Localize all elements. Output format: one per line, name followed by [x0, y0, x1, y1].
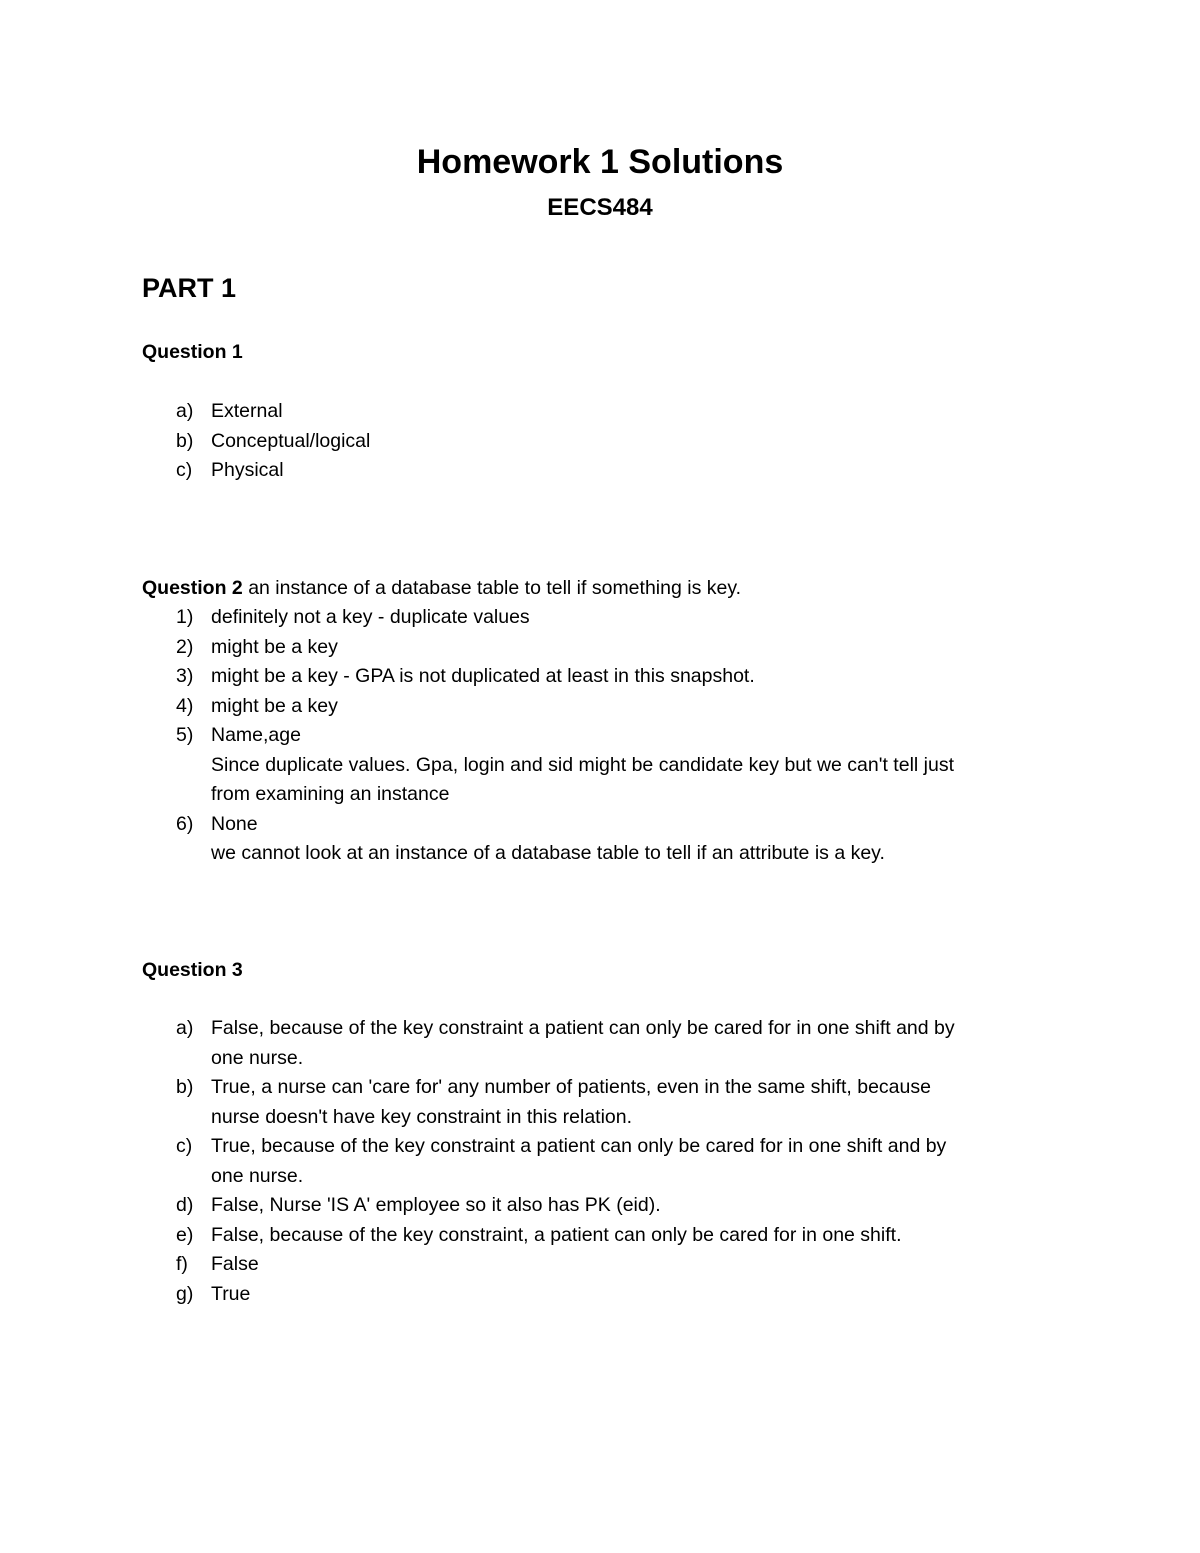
question-3-heading: [142, 956, 243, 984]
question-1-answers: [0, 397, 1200, 486]
list-item: [0, 1132, 1200, 1191]
list-marker: a): [176, 400, 194, 422]
list-item: [0, 662, 1200, 692]
answer-note: we cannot look at an instance of a database table to tell if an attribute is a key.: [211, 842, 885, 864]
answer-text: might be a key: [211, 694, 338, 717]
answer-text: External: [211, 400, 283, 422]
answer-text: False, because of the key constraint, a patient can only be cared for in one shift.: [211, 1223, 902, 1246]
answer-text: False, because of the key constraint a patient can only be cared for in one shift and by: [211, 1017, 955, 1039]
list-item: [0, 456, 1200, 486]
answer-text: definitely not a key - duplicate values: [211, 606, 530, 628]
part-heading: PART 1: [142, 273, 237, 303]
list-item: [0, 1014, 1200, 1073]
answer-text: None: [211, 812, 258, 835]
list-item: [0, 603, 1200, 633]
list-item: [0, 721, 1200, 810]
question-2-label: Question 2: [142, 577, 243, 599]
question-3-label: Question 3: [142, 959, 243, 981]
list-marker: b): [176, 1076, 194, 1098]
list-marker: c): [176, 459, 193, 481]
answer-text: True, because of the key constraint a patient can only be cared for in one shift and by: [211, 1135, 947, 1157]
answer-note: from examining an instance: [211, 783, 450, 805]
list-item: [0, 1073, 1200, 1132]
question-1-heading: [142, 338, 243, 366]
list-marker: b): [176, 429, 194, 452]
answer-text: might be a key - GPA is not duplicated at least in this snapshot.: [211, 665, 755, 687]
document-title: Homework 1 Solutions: [416, 143, 784, 181]
answer-text: False: [211, 1253, 259, 1275]
answer-note: Since duplicate values. Gpa, login and sid might be candidate key but we can't tell just: [211, 753, 954, 776]
list-marker: 1): [176, 606, 194, 628]
list-item: [0, 692, 1200, 722]
list-item: [0, 1250, 1200, 1280]
document-subtitle: EECS484: [547, 194, 653, 221]
question-3-answers: [0, 1014, 1200, 1309]
list-item: [0, 633, 1200, 663]
answer-text: nurse doesn't have key constraint in this relation.: [211, 1105, 633, 1128]
list-marker: c): [176, 1135, 193, 1157]
question-2-intro: an instance of a database table to tell if something is key.: [242, 577, 742, 599]
list-marker: e): [176, 1223, 194, 1246]
answer-text: False, Nurse 'IS A' employee so it also has PK (eid).: [211, 1194, 661, 1216]
answer-text: Conceptual/logical: [211, 429, 371, 452]
answer-text: True, a nurse can 'care for' any number of patients, even in the same shift, because: [211, 1076, 931, 1098]
answer-text: Name,age: [211, 724, 301, 746]
list-item: [0, 397, 1200, 427]
question-2-heading: [142, 574, 741, 602]
list-marker: 2): [176, 635, 194, 658]
list-marker: a): [176, 1017, 194, 1039]
list-marker: d): [176, 1194, 194, 1216]
question-2-answers: [0, 603, 1200, 869]
list-item: [0, 427, 1200, 457]
list-marker: 3): [176, 665, 194, 687]
list-marker: 5): [176, 724, 194, 746]
list-item: [0, 1221, 1200, 1251]
question-1-label: Question 1: [142, 341, 243, 363]
answer-text: Physical: [211, 459, 284, 481]
list-marker: 6): [176, 812, 194, 835]
answer-text: one nurse.: [211, 1164, 304, 1187]
answer-text: one nurse.: [211, 1046, 304, 1069]
answer-text: True: [211, 1282, 251, 1305]
list-marker: g): [176, 1282, 194, 1305]
list-marker: 4): [176, 694, 194, 717]
list-item: [0, 1280, 1200, 1310]
answer-text: might be a key: [211, 635, 338, 658]
list-item: [0, 810, 1200, 869]
list-item: [0, 1191, 1200, 1221]
list-marker: f): [176, 1253, 188, 1275]
